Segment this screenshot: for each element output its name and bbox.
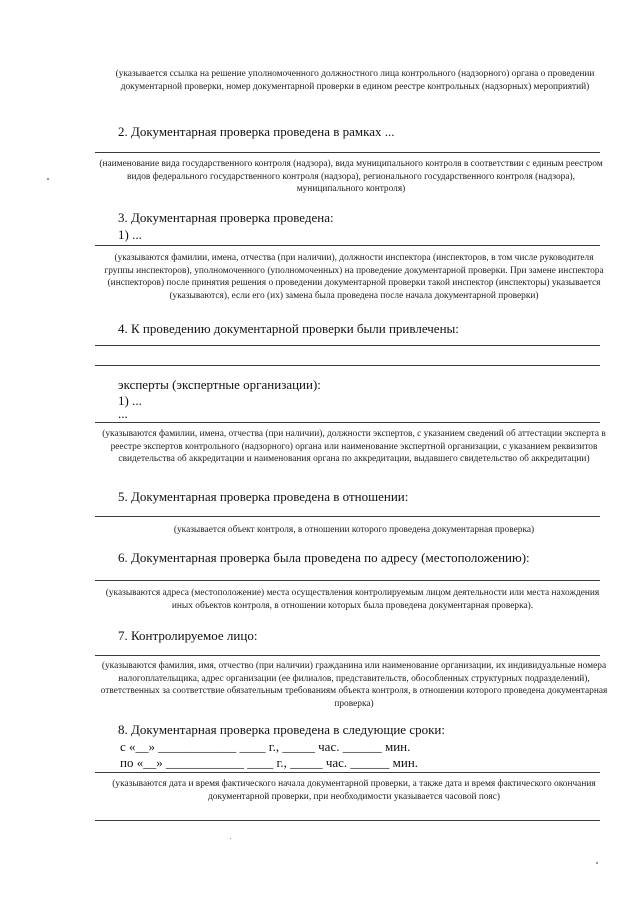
- fill-line: [95, 422, 600, 423]
- note-dates: (указываются дата и время фактического начала документарной проверки, а также дата и время фактического окончания документарной проверки, при необходимости указывается часовой пояс): [112, 779, 596, 802]
- fill-line: [95, 820, 600, 821]
- note-decision-reference: (указывается ссылка на решение уполномоченного должностного лица контрольного (надзорного) органа о проведении документарной проверки, номер документарной проверки в едином реестре контрольных (надзорных) мероприятий): [115, 69, 595, 92]
- fill-line: [95, 580, 600, 581]
- scan-speck: [596, 862, 598, 864]
- note-experts: (указываются фамилии, имена, отчества (при наличии), должности экспертов, с указанием сведений об аттестации эксперта в реестре экспертов контрольного (надзорного) органа или наименование экспертной организации, с указанием реквизитов свидетельства об аккредитации и наименования органа по аккредитации, выдавшего свидетельство об аккредитации): [102, 429, 606, 464]
- section-8-from-date: с «__» ____________ ____ г., _____ час. ______ мин.: [120, 739, 411, 754]
- fill-line: [95, 655, 600, 656]
- scan-speck: [230, 838, 231, 839]
- section-8-heading: 8. Документарная проверка проведена в следующие сроки:: [118, 722, 445, 737]
- note-controlled-person: (указываются фамилия, имя, отчество (при наличии) гражданина или наименование организации, их индивидуальные номера налогоплательщика, адрес организации (ее филиалов, представительств, обособленных структурных подразделений), ответственных за соответствие обязательным требованиям объекта контроля, в отношении которого проведена документарная проверка): [100, 661, 608, 709]
- section-7-heading: 7. Контролируемое лицо:: [118, 628, 258, 643]
- section-3-item: 1) ...: [118, 227, 142, 242]
- note-address: (указываются адреса (местоположение) места осуществления контролируемым лицом деятельности или места нахождения иных объектов контроля, в отношении которых была проведена документарная проверка).: [105, 588, 600, 611]
- section-4-heading: 4. К проведению документарной проверки были привлечены:: [118, 321, 459, 336]
- scan-speck: [47, 178, 49, 180]
- note-inspectors: (указываются фамилии, имена, отчества (при наличии), должности инспектора (инспекторов, в том числе руководителя группы инспекторов), уполномоченного (уполномоченных) на проведение документарной проверки. При замене инспектора (инспекторов) после принятия решения о проведении документарной проверки такой инспектор (инспекторы) указывается (указываются), если его (их) замена была проведена после начала документарной проверки): [104, 253, 604, 301]
- section-6-heading: 6. Документарная проверка была проведена по адресу (местоположению):: [118, 550, 530, 565]
- section-4-experts-label: эксперты (экспертные организации):: [118, 377, 321, 392]
- section-4-item: 1) ...: [118, 393, 142, 408]
- fill-line: [95, 245, 600, 246]
- note-control-object: (указывается объект контроля, в отношении которого проведена документарная проверка): [173, 525, 535, 535]
- section-4-ellipsis: ...: [118, 406, 128, 421]
- section-5-heading: 5. Документарная проверка проведена в отношении:: [118, 489, 409, 504]
- section-3-heading: 3. Документарная проверка проведена:: [118, 210, 334, 225]
- section-2-heading: 2. Документарная проверка проведена в рамках ...: [118, 124, 395, 139]
- fill-line: [95, 152, 600, 153]
- note-control-type: (наименование вида государственного контроля (надзора), вида муниципального контроля в соответствии с единым реестром видов федерального государственного контроля (надзора), регионального государственного контроля (надзора), муниципального контроля): [99, 159, 603, 194]
- fill-line: [95, 345, 600, 346]
- fill-line: [95, 772, 600, 773]
- fill-line: [95, 516, 600, 517]
- fill-line: [95, 365, 600, 366]
- section-8-to-date: по «__» ____________ ____ г., _____ час. ______ мин.: [120, 755, 419, 770]
